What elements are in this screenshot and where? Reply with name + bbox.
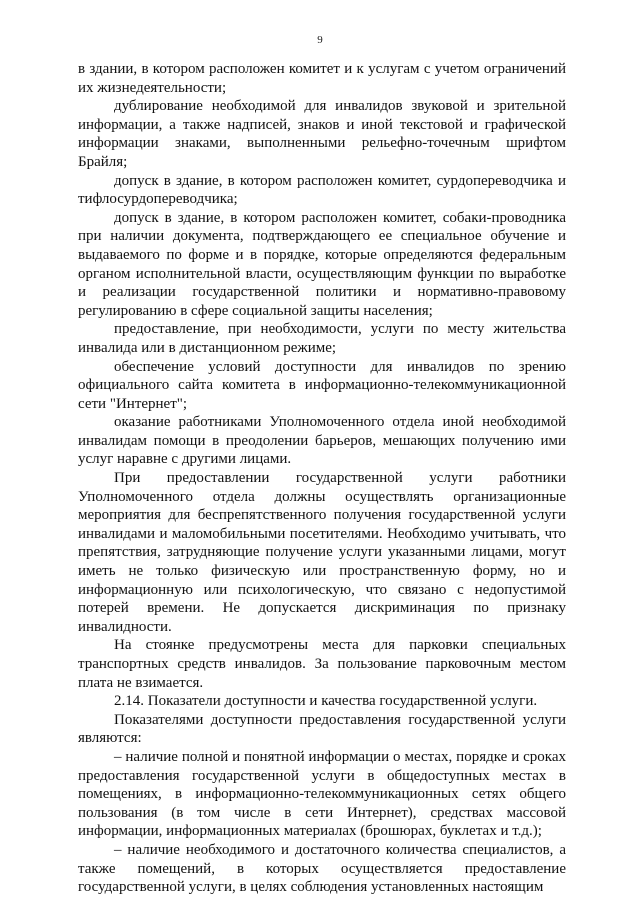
paragraph-indicators-intro: Показателями доступности предоставления государственной услуги являются:: [78, 711, 566, 747]
paragraph-remote-service: предоставление, при необходимости, услуги по месту жительства инвалида или в дистанционном режиме;: [78, 321, 566, 356]
list-item-information: – наличие полной и понятной информации о местах, порядке и сроках предоставления государственной услуги в общедоступных местах в помещениях, в информационно-телекоммуникационных сетях общего пользования (в том числе в сети Интернет), средствах массовой информации, информационных материалах (брошюрах, буклетах и т.д.);: [78, 748, 566, 840]
paragraph-guide-dog: допуск в здание, в котором расположен комитет, собаки-проводника при наличии документа, подтверждающего ее специальное обучение и выдаваемого по форме и в порядке, которые определяются федеральным органом исполнительной власти, осуществляющим функции по выработке и реализации государственной политики и нормативно-правовому регулированию в сфере социальной защиты населения;: [78, 209, 566, 319]
paragraph-website-accessibility: обеспечение условий доступности для инвалидов по зрению официального сайта комитета в информационно-телекоммуникационной сети "Интернет";: [78, 358, 566, 412]
document-body: [78, 60, 566, 897]
paragraph-continuation: в здании, в котором расположен комитет и к услугам с учетом ограничений их жизнедеятельности;: [78, 61, 566, 96]
page-number: 9: [317, 34, 323, 46]
list-item-specialists: – наличие необходимого и достаточного количества специалистов, а также помещений, в которых осуществляется предоставление государственной услуги, в целях соблюдения установленных настоящим: [78, 841, 566, 896]
paragraph-audio-visual-info: дублирование необходимой для инвалидов звуковой и зрительной информации, а также надписей, знаков и иной текстовой и графической информации знаками, выполненными рельефно-точечным шрифтом Брайля;: [78, 98, 566, 170]
section-heading-2-14: 2.14. Показатели доступности и качества государственной услуги.: [114, 693, 538, 710]
paragraph-organizational-measures: При предоставлении государственной услуги работники Уполномоченного отдела должны осуществлять организационные мероприятия для беспрепятственного получения государственной услуги инвалидами и маломобильными посетителями. Необходимо учитывать, что препятствия, затрудняющие получение услуги указанными лицами, могут иметь не только физическую или пространственную форму, но и информационную или психологическую, что связано с недопустимой потерей времени. Не допускается дискриминация по признаку инвалидности.: [78, 470, 566, 635]
paragraph-sign-interpreter: допуск в здание, в котором расположен комитет, сурдопереводчика и тифлосурдопереводчика;: [78, 172, 566, 208]
paragraph-staff-assistance: оказание работниками Уполномоченного отдела иной необходимой инвалидам помощи в преодолении барьеров, мешающих получению ими услуг наравне с другими лицами.: [78, 414, 566, 468]
paragraph-parking: На стоянке предусмотрены места для парковки специальных транспортных средств инвалидов. За пользование парковочным местом плата не взимается.: [78, 637, 566, 691]
